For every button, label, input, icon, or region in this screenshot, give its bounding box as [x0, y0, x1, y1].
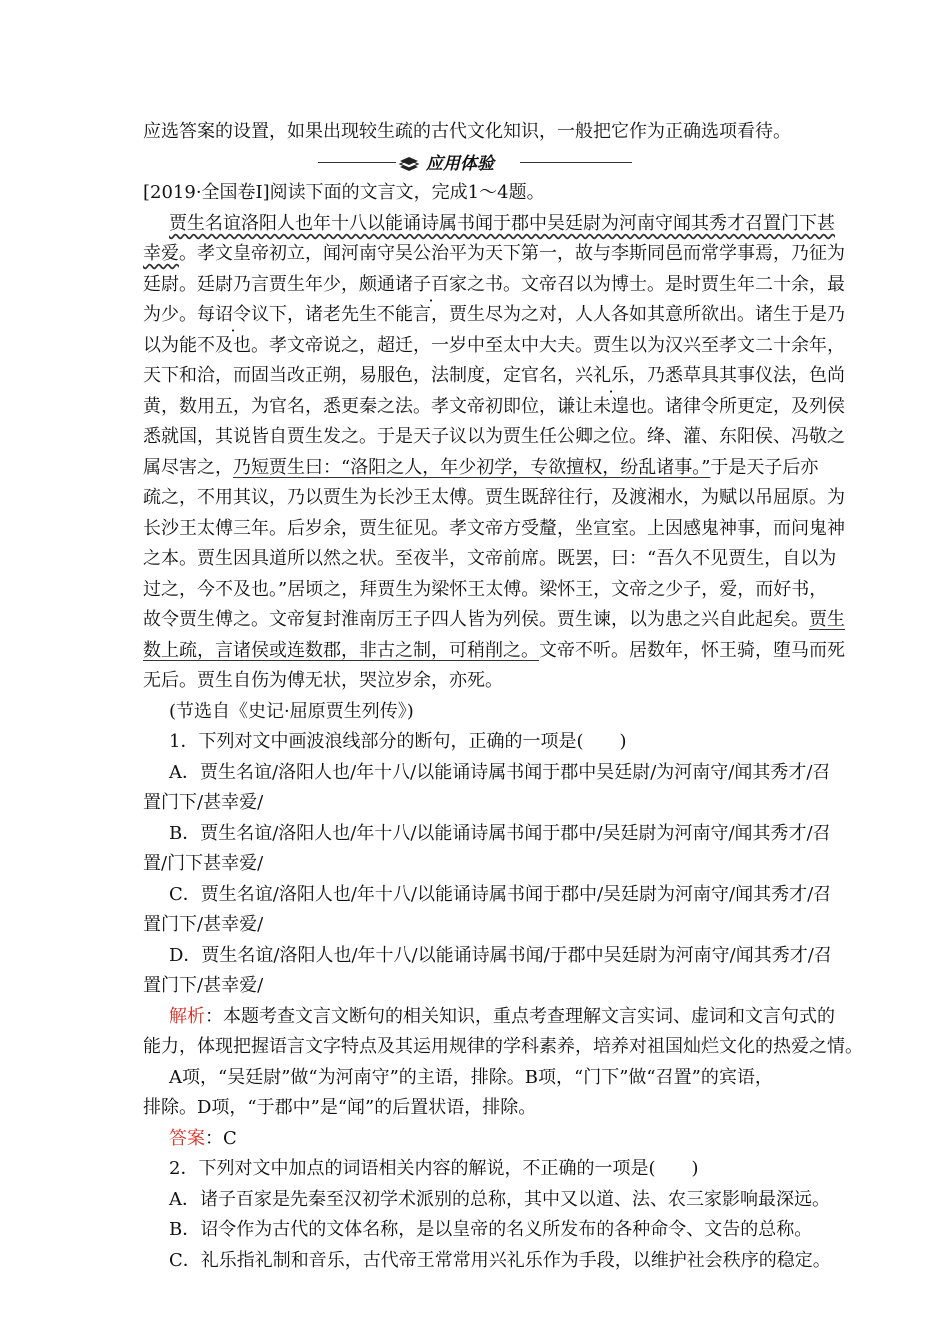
underlined-sentence-2-start: 贾生 [809, 609, 845, 630]
dotted-term-zhaoling: 诏令 [215, 304, 251, 325]
passage-line-05: 以为能不及也。孝文帝说之，超迁，一岁中至太中大夫。贾生以为汉兴至孝文二十余年， [143, 335, 845, 356]
passage-text: 文帝不听。居数年，怀王骑，堕马而死 [539, 640, 845, 661]
passage-line-16: 无后。贾生自伤为傅无状，哭泣岁余，亦死。 [143, 670, 503, 691]
section-rule-left [318, 162, 396, 163]
passage-line-04 [143, 303, 845, 327]
passage-line-15 [143, 639, 845, 663]
passage-text: 于是天子后亦 [710, 457, 819, 478]
section-rule-right [520, 162, 632, 163]
analysis-label: 解析 [169, 1006, 205, 1027]
passage-text: 议下，诸老先生不能言，贾生尽为之对，人人各如其意所欲出。诸生于是乃 [251, 304, 845, 325]
passage-text: 故令贾生傅之。文帝复封淮南厉王子四人皆为列侯。贾生谏，以为患之兴自此起矣。 [143, 609, 809, 630]
q1-option-a-line2: 置门下/甚幸爱/ [143, 792, 264, 813]
question-2: 2．下列对文中加点的词语相关内容的解说，不正确的一项是( ) [169, 1158, 699, 1179]
analysis-line-4: 排除。D项，“于郡中”是“闻”的后置状语，排除。 [143, 1097, 537, 1118]
dotted-term-liyue: 礼乐 [593, 365, 629, 386]
analysis-text: ：本题考查文言文断句的相关知识，重点考查理解文言实词、虚词和文言句式的 [205, 1006, 835, 1027]
q1-option-d-line2: 置门下/甚幸爱/ [143, 975, 264, 996]
wavy-sentence: 贾生名谊洛阳人也年十八以能诵诗属书闻于郡中吴廷尉为河南守闻其秀才召置门下甚 [169, 213, 835, 234]
passage-line-13: 过之，今不及也。”居顷之，拜贾生为梁怀王太傅。梁怀王，文帝之少子，爱，而好书， [143, 579, 828, 600]
analysis-line-1 [169, 1005, 835, 1029]
passage-text: 属尽害之， [143, 457, 233, 478]
q1-option-a-line1: A．贾生名谊/洛阳人也/年十八/以能诵诗属书闻于郡中吴廷尉/为河南守/闻其秀才/召 [169, 762, 831, 783]
q1-option-d-line1: D．贾生名谊/洛阳人也/年十八/以能诵诗属书闻/于郡中吴廷尉为河南守/闻其秀才/召 [169, 945, 832, 966]
underlined-sentence-2-end: 数上疏，言诸侯或连数郡，非古之制，可稍削之。 [143, 640, 539, 661]
passage-text: 之书。文帝召以为博士。是时贾生年二十余，最 [467, 274, 845, 295]
q1-option-b-line2: 置/门下甚幸爱/ [143, 853, 264, 874]
analysis-line-3: A项，“吴廷尉”做“为河南守”的主语，排除。B项，“门下”做“召置”的宾语， [169, 1067, 773, 1088]
wavy-sentence-end: 幸爱 [143, 243, 179, 264]
passage-line-07: 黄，数用五，为官名，悉更秦之法。孝文帝初即位，谦让未遑也。诸律令所更定，及列侯 [143, 396, 845, 417]
passage-line-02 [143, 242, 845, 266]
underlined-sentence-1: 乃短贾生曰：“洛阳之人，年少初学，专欲擅权，纷乱诸事。” [233, 457, 711, 478]
dotted-term-zhuzibaijia: 诸子百家 [395, 274, 467, 295]
question-1: 1．下列对文中画波浪线部分的断句，正确的一项是( ) [169, 731, 627, 752]
passage-text: ，乃悉草具其事仪法，色尚 [629, 365, 845, 386]
passage-line-09 [143, 456, 818, 480]
book-stack-icon [398, 155, 420, 173]
passage-text: 天下和洽，而固当改正朔，易服色，法制度，定官名，兴 [143, 365, 593, 386]
q1-option-c-line2: 置门下/甚幸爱/ [143, 914, 264, 935]
section-title: 应用体验 [426, 154, 494, 174]
passage-line-14 [143, 608, 845, 632]
passage-text: 廷尉。廷尉乃言贾生年少，颇通 [143, 274, 395, 295]
exam-intro: [2019·全国卷Ⅰ]阅读下面的文言文，完成1～4题。 [143, 182, 545, 203]
passage-text: 。孝文皇帝初立，闻河南守吴公治平为天下第一，故与李斯同邑而常学事焉，乃征为 [179, 243, 845, 264]
passage-source: (节选自《史记·屈原贾生列传》) [169, 701, 414, 722]
passage-line-01 [169, 212, 835, 236]
passage-line-11: 长沙王太傅三年。后岁余，贾生征见。孝文帝方受釐，坐宣室。上因感鬼神事，而问鬼神 [143, 518, 845, 539]
q2-option-c: C．礼乐指礼制和音乐，古代帝王常常用兴礼乐作为手段，以维护社会秩序的稳定。 [169, 1250, 831, 1271]
intro-line: 应选答案的设置，如果出现较生疏的古代文化知识，一般把它作为正确选项看待。 [143, 121, 791, 142]
section-header [398, 152, 548, 176]
passage-line-10: 疏之，不用其议，乃以贾生为长沙王太傅。贾生既辞往行，及渡湘水，为赋以吊屈原。为 [143, 487, 845, 508]
q2-option-a: A．诸子百家是先秦至汉初学术派别的总称，其中又以道、法、农三家影响最深远。 [169, 1189, 830, 1210]
passage-line-12: 之本。贾生因具道所以然之状。至夜半，文帝前席。既罢，曰：“吾久不见贾生，自以为 [143, 548, 837, 569]
analysis-line-2: 能力，体现把握语言文字特点及其运用规律的学科素养，培养对祖国灿烂文化的热爱之情。 [143, 1036, 863, 1057]
passage-line-03 [143, 273, 845, 297]
answer-label: 答案 [169, 1128, 205, 1149]
passage-text: 为少。每 [143, 304, 215, 325]
answer-line [169, 1127, 237, 1151]
q1-option-c-line1: C．贾生名谊/洛阳人也/年十八/以能诵诗属书闻于郡中/吴廷尉为河南守/闻其秀才/召 [169, 884, 832, 905]
answer-value: ：C [205, 1128, 237, 1149]
passage-line-06 [143, 364, 845, 388]
q1-option-b-line1: B．贾生名谊/洛阳人也/年十八/以能诵诗属书闻于郡中/吴廷尉为河南守/闻其秀才/召 [169, 823, 831, 844]
q2-option-b: B．诏令作为古代的文体名称，是以皇帝的名义所发布的各种命令、文告的总称。 [169, 1219, 813, 1240]
passage-line-08: 悉就国，其说皆自贾生发之。于是天子议以为贾生任公卿之位。绛、灌、东阳侯、冯敬之 [143, 426, 845, 447]
